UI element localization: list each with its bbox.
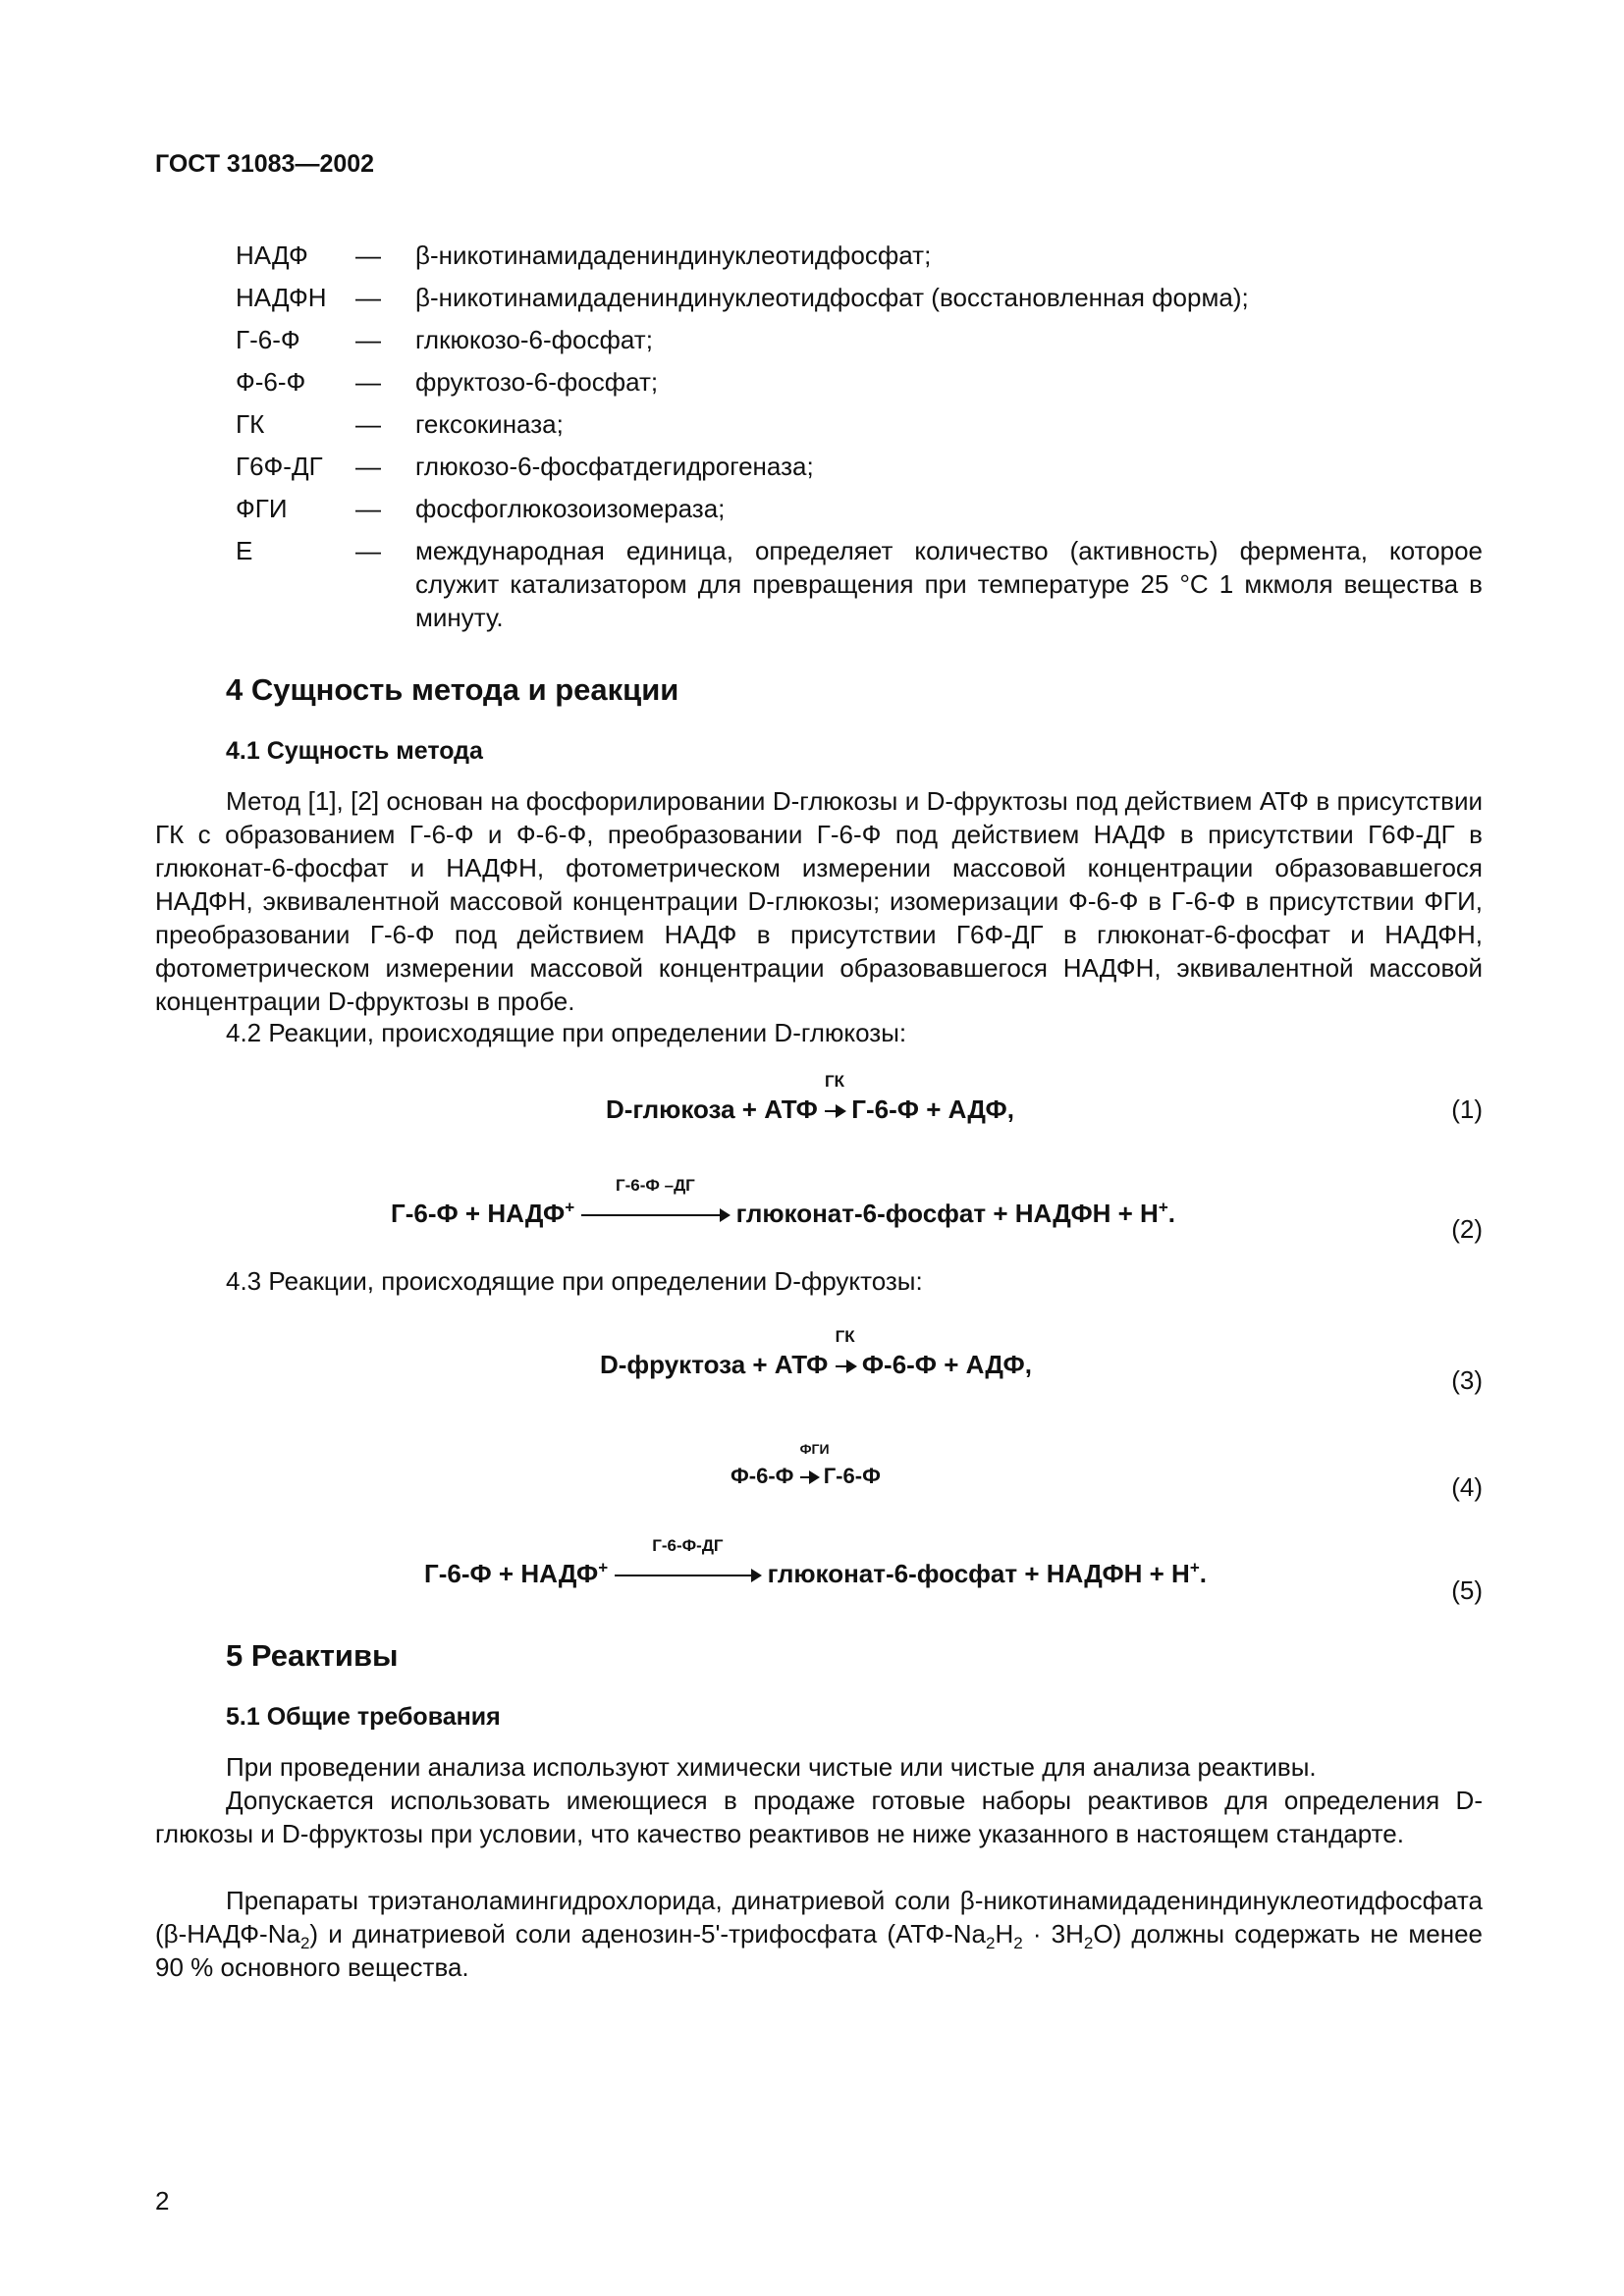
abbreviation-term: ФГИ xyxy=(236,494,288,523)
catalyst-label: Г-6-Ф-ДГ xyxy=(652,1536,724,1555)
equation-right: Г-6-Ф xyxy=(823,1464,881,1488)
section-5-1-paragraph-1: При проведении анализа используют химически чистые или чистые для анализа реактивы. xyxy=(226,1752,1317,1782)
equation-number: (5) xyxy=(1451,1575,1483,1605)
charge-superscript: + xyxy=(1189,1558,1200,1577)
paragraph-text: O) должны содержать не менее 90 % основного вещества. xyxy=(155,1919,1483,1982)
equation-number: (2) xyxy=(1451,1214,1483,1244)
abbreviation-item xyxy=(236,450,1483,483)
equation-right: Ф-6-Ф + АДФ, xyxy=(861,1350,1032,1379)
equation-right: глюконат-6-фосфат + НАДФН + Н xyxy=(767,1559,1190,1588)
paragraph-text: Препараты триэтаноламингидрохлорида, динатриевой соли β-никотинамидадениндинуклеотидфосфата (β-НАДФ-Na xyxy=(155,1886,1483,1949)
section-5-1-heading: 5.1 Общие требования xyxy=(226,1703,501,1731)
catalyst-label: ГК xyxy=(825,1072,845,1091)
reaction-arrow xyxy=(825,1072,845,1126)
subscript: 2 xyxy=(985,1934,996,1953)
equation-2 xyxy=(391,1176,1175,1230)
equation-1 xyxy=(606,1072,1014,1126)
abbreviation-dash: — xyxy=(355,283,381,312)
section-5-heading: 5 Реактивы xyxy=(226,1638,399,1673)
reaction-arrow xyxy=(581,1176,729,1230)
section-4-1-paragraph: Метод [1], [2] основан на фосфорилировании D-глюкозы и D-фруктозы под действием АТФ в присутствии ГК с образованием Г-6-Ф и Ф-6-Ф, преобразовании Г-6-Ф под действием НАДФ в присутствии Г6Ф-ДГ в глюконат-6-фосфат и НАДФН, фотометрическом измерении массовой концентрации образовавшегося НАДФН, эквивалентной массовой концентрации D-глюкозы; изомеризации Ф-6-Ф в Г-6-Ф в присутствии ФГИ, преобразовании Г-6-Ф под действием НАДФ в присутствии Г6Ф-ДГ в глюконат-6-фосфат и НАДФН, фотометрическом измерении массовой концентрации образовавшегося НАДФН, эквивалентной массовой концентрации D-фруктозы в пробе. xyxy=(155,786,1483,1016)
reaction-arrow xyxy=(615,1536,760,1590)
abbreviation-item xyxy=(236,492,1483,525)
equation-right: глюконат-6-фосфат + НАДФН + Н xyxy=(735,1199,1159,1228)
abbreviation-item xyxy=(236,323,1483,356)
abbreviation-definition: гексокиназа; xyxy=(415,409,564,439)
abbreviation-term: Е xyxy=(236,536,253,565)
section-5-1-paragraph-3 xyxy=(155,1884,1483,1984)
section-4-2-paragraph: 4.2 Реакции, происходящие при определении D-глюкозы: xyxy=(226,1018,907,1047)
subscript: 2 xyxy=(299,1934,310,1953)
equation-left: Г-6-Ф + НАДФ xyxy=(391,1199,566,1228)
abbreviation-item xyxy=(236,365,1483,399)
subscript: 2 xyxy=(1013,1934,1023,1953)
catalyst-label: Г-6-Ф –ДГ xyxy=(615,1176,695,1195)
abbreviation-item xyxy=(236,281,1483,314)
equation-5 xyxy=(424,1536,1207,1590)
abbreviation-definition: фосфоглюкозоизомераза; xyxy=(415,494,726,523)
abbreviation-dash: — xyxy=(355,367,381,397)
abbreviation-term: НАДФ xyxy=(236,240,308,270)
abbreviation-item xyxy=(236,239,1483,272)
abbreviation-dash: — xyxy=(355,409,381,439)
abbreviation-dash: — xyxy=(355,536,381,565)
equation-right: Г-6-Ф + АДФ, xyxy=(851,1095,1014,1124)
abbreviation-dash: — xyxy=(355,325,381,354)
abbreviation-term: Г-6-Ф xyxy=(236,325,300,354)
paragraph-text: ) и динатриевой соли аденозин-5'-трифосфата (АТФ-Na xyxy=(309,1919,986,1949)
abbreviation-dash: — xyxy=(355,240,381,270)
equation-left: D-глюкоза + АТФ xyxy=(606,1095,818,1124)
abbreviation-dash: — xyxy=(355,494,381,523)
equation-end: . xyxy=(1199,1559,1207,1588)
abbreviation-term: Ф-6-Ф xyxy=(236,367,306,397)
section-4-1-heading: 4.1 Сущность метода xyxy=(226,737,483,765)
abbreviation-item xyxy=(236,407,1483,441)
abbreviation-item xyxy=(236,534,1483,634)
equation-number: (1) xyxy=(1451,1095,1483,1124)
charge-superscript: + xyxy=(1158,1198,1168,1217)
section-4-heading: 4 Сущность метода и реакции xyxy=(226,672,679,707)
document-header: ГОСТ 31083—2002 xyxy=(155,150,375,178)
paragraph-text: H xyxy=(995,1919,1014,1949)
equation-number: (3) xyxy=(1451,1365,1483,1395)
abbreviation-definition: международная единица, определяет количество (активность) фермента, которое служит катализатором для превращения при температуре 25 °С 1 мкмоля вещества в минуту. xyxy=(415,536,1483,632)
section-4-3-paragraph: 4.3 Реакции, происходящие при определении D-фруктозы: xyxy=(226,1266,923,1296)
abbreviation-term: Г6Ф-ДГ xyxy=(236,452,323,481)
abbreviation-term: НАДФН xyxy=(236,283,327,312)
reaction-arrow xyxy=(799,1441,830,1493)
abbreviation-dash: — xyxy=(355,452,381,481)
abbreviation-term: ГК xyxy=(236,409,265,439)
equation-left: D-фруктоза + АТФ xyxy=(600,1350,829,1379)
charge-superscript: + xyxy=(598,1558,609,1577)
abbreviation-definition: глкюкозо-6-фосфат; xyxy=(415,325,653,354)
abbreviation-definition: глюкозо-6-фосфатдегидрогеназа; xyxy=(415,452,814,481)
section-5-1-paragraph-2: Допускается использовать имеющиеся в продаже готовые наборы реактивов для определения D-глюкозы и D-фруктозы при условии, что качество реактивов не ниже указанного в настоящем стандарте. xyxy=(155,1786,1483,1848)
subscript: 2 xyxy=(1083,1934,1094,1953)
page-number: 2 xyxy=(155,2186,170,2216)
catalyst-label: ФГИ xyxy=(799,1441,830,1457)
equation-4 xyxy=(731,1441,881,1493)
paragraph-text: · 3H xyxy=(1022,1919,1084,1949)
charge-superscript: + xyxy=(565,1198,575,1217)
abbreviation-definition: фруктозо-6-фосфат; xyxy=(415,367,659,397)
equation-left: Ф-6-Ф xyxy=(731,1464,794,1488)
equation-left: Г-6-Ф + НАДФ xyxy=(424,1559,599,1588)
equation-number: (4) xyxy=(1451,1472,1483,1502)
abbreviation-definition: β-никотинамидадениндинуклеотидфосфат; xyxy=(415,240,932,270)
equation-3 xyxy=(600,1327,1032,1381)
abbreviation-definition: β-никотинамидадениндинуклеотидфосфат (восстановленная форма); xyxy=(415,283,1249,312)
equation-end: . xyxy=(1167,1199,1175,1228)
catalyst-label: ГК xyxy=(835,1327,855,1346)
reaction-arrow xyxy=(835,1327,855,1381)
